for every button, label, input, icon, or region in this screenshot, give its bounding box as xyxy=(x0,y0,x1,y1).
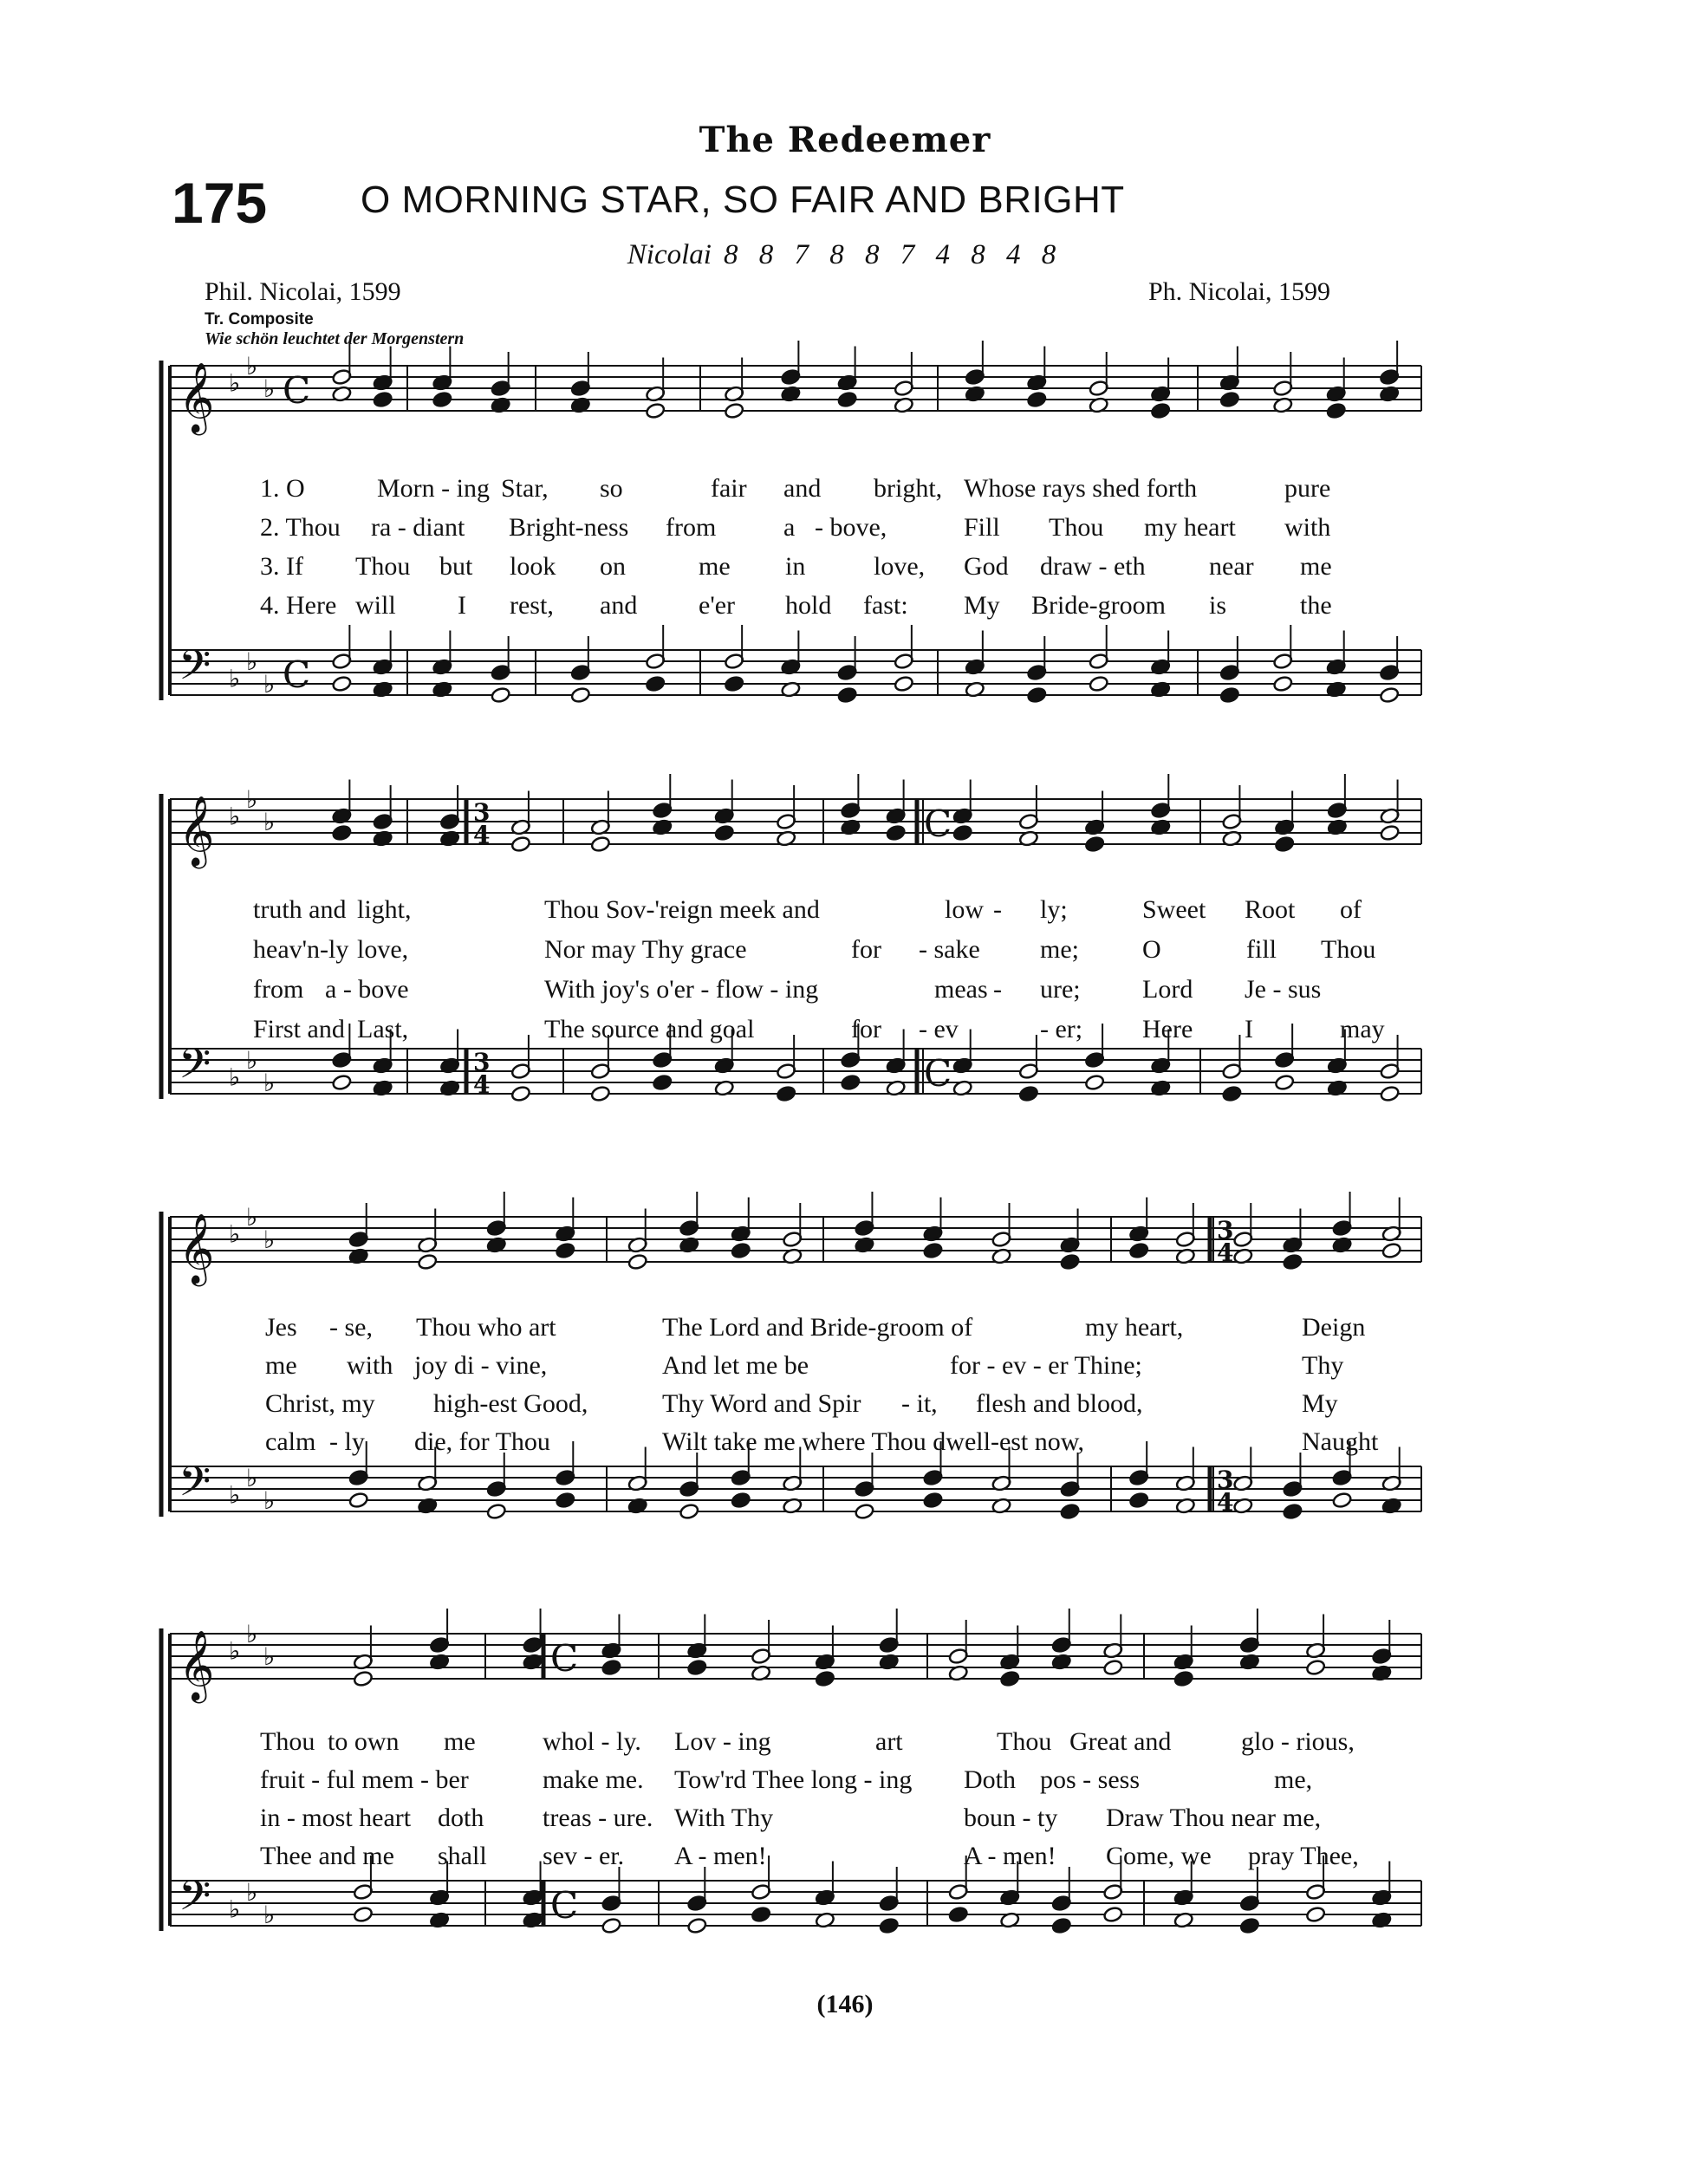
lyric-word: Jes xyxy=(265,1313,297,1342)
lyric-word: I xyxy=(1245,1015,1253,1043)
lyric-word: ra - diant xyxy=(371,513,465,542)
quarter-note-head xyxy=(432,391,453,408)
quarter-note-head xyxy=(555,1492,575,1509)
lyric-word: is xyxy=(1209,591,1227,620)
lyric-word: love, xyxy=(357,935,409,964)
bass-clef: 𝄢 xyxy=(179,1457,211,1516)
lyric-word: Sweet xyxy=(1142,895,1206,924)
treble-clef: 𝄞 xyxy=(179,361,215,432)
lyric-line xyxy=(0,1350,1690,1387)
half-note-head xyxy=(855,1503,875,1520)
flat-sign: ♭ xyxy=(263,808,276,836)
flat-sign: ♭ xyxy=(246,352,258,380)
quarter-note-head xyxy=(686,1659,707,1676)
lyric-word: First and xyxy=(253,1015,345,1043)
lyric-word: ure; xyxy=(1040,975,1081,1004)
quarter-note-head xyxy=(1060,1503,1081,1520)
lyric-word: 3. If xyxy=(260,552,303,581)
lyric-word: me xyxy=(1300,552,1332,581)
flat-sign: ♭ xyxy=(246,1464,258,1492)
quarter-note-head xyxy=(1222,1085,1243,1102)
quarter-note-head xyxy=(1060,1253,1081,1271)
lyric-word: Lov - ing xyxy=(674,1727,771,1756)
lyric-word: Bright-ness xyxy=(509,513,629,542)
quarter-note-head xyxy=(923,1242,944,1259)
lyric-word: from xyxy=(666,513,717,542)
treble-clef: 𝄞 xyxy=(179,1212,215,1284)
half-note-head xyxy=(353,1906,374,1923)
lyric-word: fair xyxy=(711,474,747,503)
common-time-signature: C xyxy=(924,1052,952,1095)
lyric-line xyxy=(0,512,1690,549)
quarter-note-head xyxy=(555,1242,575,1259)
quarter-note-head xyxy=(645,675,666,692)
quarter-note-head xyxy=(1283,1253,1303,1271)
author-credit: Phil. Nicolai, 1599 xyxy=(205,277,401,306)
half-note-head xyxy=(590,835,611,853)
half-note-head xyxy=(332,1074,353,1091)
quarter-note-head xyxy=(1239,1917,1260,1934)
lyric-word: O xyxy=(1142,935,1161,964)
lyric-word: - bove, xyxy=(815,513,887,542)
quarter-note-head xyxy=(1150,402,1171,419)
lyric-word: - xyxy=(993,895,1002,924)
lyric-word: love, xyxy=(874,552,926,581)
lyric-word: Thy Word and Spir xyxy=(662,1389,861,1418)
lyric-word: the xyxy=(1300,591,1332,620)
lyric-word: Great and xyxy=(1069,1727,1172,1756)
quarter-note-head xyxy=(948,1906,969,1923)
lyric-word: ly; xyxy=(1040,895,1068,924)
common-time-signature: C xyxy=(283,369,311,412)
bass-clef: 𝄢 xyxy=(179,1871,211,1930)
lyric-word: my heart, xyxy=(1085,1313,1184,1342)
quarter-note-head xyxy=(776,1085,796,1102)
lyric-line xyxy=(0,1765,1690,1801)
lyric-word: with xyxy=(1284,513,1331,542)
meter: 8 8 7 8 8 7 4 8 4 8 xyxy=(723,239,1063,270)
lyric-word: Christ, my xyxy=(265,1389,375,1418)
quarter-note-head xyxy=(332,824,353,842)
common-time-signature: C xyxy=(550,1637,579,1680)
bass-clef: 𝄢 xyxy=(179,640,211,699)
lyric-word: Nor may Thy grace xyxy=(544,935,747,964)
lyric-word: boun - ty xyxy=(964,1804,1058,1832)
lyric-word: Draw Thou near xyxy=(1106,1804,1277,1832)
quarter-note-head xyxy=(815,1670,835,1687)
half-note-head xyxy=(510,1085,531,1102)
half-note-head xyxy=(1305,1659,1326,1676)
translator-credit: Tr. Composite xyxy=(205,310,314,328)
quarter-note-head xyxy=(1128,1492,1149,1509)
original-title: Wie schön leuchtet der Morgenstern xyxy=(205,329,465,348)
lyric-word: me xyxy=(444,1727,476,1756)
time-signature-denominator: 4 xyxy=(473,1070,491,1099)
lyric-word: and xyxy=(783,474,822,503)
lyric-word: to own xyxy=(328,1727,400,1756)
lyric-word: glo - rious, xyxy=(1241,1727,1355,1756)
quarter-note-head xyxy=(373,391,393,408)
half-note-head xyxy=(1305,1906,1326,1923)
lyric-word: A - men! xyxy=(674,1842,767,1870)
lyric-line xyxy=(0,551,1690,588)
lyric-line xyxy=(0,974,1690,1011)
half-note-head xyxy=(348,1492,369,1509)
lyric-word: fast: xyxy=(863,591,908,620)
lyric-word: 1. O xyxy=(260,474,305,503)
lyric-word: a xyxy=(783,513,796,542)
lyric-word: light, xyxy=(357,895,412,924)
flat-sign: ♭ xyxy=(263,374,276,403)
lyric-word: - it, xyxy=(901,1389,938,1418)
lyric-word: - se, xyxy=(329,1313,373,1342)
common-time-signature: C xyxy=(924,803,952,845)
lyric-word: in - most heart xyxy=(260,1804,412,1832)
lyric-word: me xyxy=(699,552,731,581)
time-signature-numerator: 3 xyxy=(473,798,491,827)
half-note-head xyxy=(894,675,914,692)
lyric-word: The source and goal xyxy=(544,1015,755,1043)
lyric-word: make me. xyxy=(543,1765,644,1794)
composer-credit: Ph. Nicolai, 1599 xyxy=(1148,277,1330,306)
time-signature-denominator: 4 xyxy=(1217,1238,1234,1267)
lyric-word: With Thy xyxy=(674,1804,774,1832)
lyric-word: of xyxy=(1340,895,1362,924)
lyric-word: me, xyxy=(1274,1765,1313,1794)
lyric-word: Thou xyxy=(997,1727,1052,1756)
time-signature-denominator: 4 xyxy=(473,821,491,849)
lyric-line xyxy=(0,1726,1690,1763)
lyric-word: - er; xyxy=(1040,1015,1083,1043)
lyric-word: - sake xyxy=(919,935,980,964)
lyric-word: Thy xyxy=(1302,1351,1344,1380)
lyric-word: joy di - vine, xyxy=(414,1351,548,1380)
flat-sign: ♭ xyxy=(229,368,241,398)
flat-sign: ♭ xyxy=(229,1895,241,1924)
half-note-head xyxy=(353,1670,374,1687)
lyric-word: whol - ly. xyxy=(543,1727,641,1756)
lyric-word: I xyxy=(458,591,466,620)
lyric-word: My xyxy=(1302,1389,1338,1418)
half-note-head xyxy=(679,1503,699,1520)
quarter-note-head xyxy=(601,1659,622,1676)
lyric-word: fill xyxy=(1246,935,1277,964)
half-note-head xyxy=(1102,1906,1123,1923)
lyric-word: 2. Thou xyxy=(260,513,341,542)
half-note-head xyxy=(590,1085,611,1102)
half-note-head xyxy=(1084,1074,1105,1091)
half-note-head xyxy=(1102,1659,1123,1676)
lyric-word: Star, xyxy=(501,474,549,503)
flat-sign: ♭ xyxy=(263,670,276,699)
lyric-word: Fill xyxy=(964,513,1000,542)
lyric-word: The Lord and Bride-groom of xyxy=(662,1313,973,1342)
flat-sign: ♭ xyxy=(229,1219,241,1249)
flat-sign: ♭ xyxy=(246,1620,258,1648)
lyric-word: treas - ure. xyxy=(543,1804,653,1832)
lyric-word: truth and xyxy=(253,895,347,924)
lyric-word: high-est Good, xyxy=(433,1389,588,1418)
lyric-word: a - bove xyxy=(325,975,409,1004)
lyric-word: Thou xyxy=(1321,935,1376,964)
lyric-word: Last, xyxy=(357,1015,409,1043)
lyric-word: A - men! xyxy=(964,1842,1056,1870)
lyric-word: in xyxy=(785,552,806,581)
quarter-note-head xyxy=(1026,391,1047,408)
half-note-head xyxy=(645,402,666,419)
lyric-word: and xyxy=(600,591,638,620)
flat-sign: ♭ xyxy=(229,1480,241,1510)
flat-sign: ♭ xyxy=(263,1225,276,1254)
flat-sign: ♭ xyxy=(246,1203,258,1232)
time-signature-numerator: 3 xyxy=(473,1048,491,1076)
flat-sign: ♭ xyxy=(263,1486,276,1515)
lyric-line xyxy=(0,1014,1690,1050)
quarter-note-head xyxy=(923,1492,944,1509)
lyric-word: Come, we xyxy=(1106,1842,1212,1870)
lyric-word: Doth xyxy=(964,1765,1016,1794)
section-heading: The Redeemer xyxy=(699,120,991,160)
half-note-head xyxy=(724,402,744,419)
lyric-word: heav'n-ly xyxy=(253,935,349,964)
quarter-note-head xyxy=(952,824,973,842)
quarter-note-head xyxy=(1219,391,1240,408)
half-note-head xyxy=(1089,675,1109,692)
lyric-word: Tow'rd Thee long - ing xyxy=(674,1765,913,1794)
half-note-head xyxy=(1380,1085,1401,1102)
quarter-note-head xyxy=(731,1242,751,1259)
lyric-word: My xyxy=(964,591,1000,620)
lyric-word: calm xyxy=(265,1427,316,1456)
half-note-head xyxy=(627,1253,648,1271)
quarter-note-head xyxy=(731,1492,751,1509)
half-note-head xyxy=(486,1503,507,1520)
half-note-head xyxy=(417,1253,438,1271)
quarter-note-head xyxy=(1026,686,1047,704)
flat-sign: ♭ xyxy=(246,1878,258,1907)
lyric-word: me xyxy=(265,1351,297,1380)
lyric-word: - ly xyxy=(329,1427,365,1456)
lyric-line xyxy=(0,894,1690,931)
lyric-word: Thou who art xyxy=(416,1313,556,1342)
lyric-word: Thou xyxy=(355,552,411,581)
lyric-word: pray Thee, xyxy=(1248,1842,1359,1870)
lyric-word: for xyxy=(851,935,881,964)
lyric-word: with xyxy=(347,1351,393,1380)
half-note-head xyxy=(686,1917,707,1934)
quarter-note-head xyxy=(652,1074,673,1091)
common-time-signature: C xyxy=(283,653,311,696)
lyric-word: art xyxy=(875,1727,903,1756)
flat-sign: ♭ xyxy=(263,1069,276,1097)
time-signature-denominator: 4 xyxy=(1217,1488,1234,1517)
half-note-head xyxy=(1381,1242,1402,1259)
time-signature-numerator: 3 xyxy=(1217,1216,1234,1245)
half-note-head xyxy=(510,835,531,853)
lyric-word: Root xyxy=(1245,895,1296,924)
lyric-word: - ev xyxy=(919,1015,959,1043)
lyric-word: look xyxy=(510,552,556,581)
lyric-word: draw - eth xyxy=(1040,552,1146,581)
lyric-word: And let me be xyxy=(662,1351,809,1380)
quarter-note-head xyxy=(1274,835,1295,853)
lyric-word: for xyxy=(851,1015,881,1043)
lyric-word: Thee and me xyxy=(260,1842,394,1870)
lyric-word: me; xyxy=(1040,935,1079,964)
hymn-title: O MORNING STAR, SO FAIR AND BRIGHT xyxy=(361,179,1125,221)
lyric-word: Whose rays shed forth xyxy=(964,474,1198,503)
bass-clef: 𝄢 xyxy=(179,1039,211,1098)
quarter-note-head xyxy=(879,1917,900,1934)
quarter-note-head xyxy=(714,824,735,842)
lyric-word: God xyxy=(964,552,1009,581)
quarter-note-head xyxy=(999,1670,1020,1687)
page-number: (146) xyxy=(816,1990,874,2018)
quarter-note-head xyxy=(1326,402,1347,419)
lyric-word: Thou Sov-'reign meek and xyxy=(544,895,820,924)
treble-clef: 𝄞 xyxy=(179,1629,215,1700)
lyric-word: Lord xyxy=(1142,975,1193,1004)
quarter-note-head xyxy=(841,1074,861,1091)
lyric-word: from xyxy=(253,975,304,1004)
half-note-head xyxy=(1332,1492,1353,1509)
lyric-word: may xyxy=(1340,1015,1385,1043)
lyric-word: Naught xyxy=(1302,1427,1379,1456)
quarter-note-head xyxy=(1084,835,1105,853)
half-note-head xyxy=(1274,1074,1295,1091)
flat-sign: ♭ xyxy=(246,1046,258,1075)
quarter-note-head xyxy=(1051,1917,1072,1934)
quarter-note-head xyxy=(1283,1503,1303,1520)
lyric-word: - xyxy=(993,975,1002,1004)
flat-sign: ♭ xyxy=(229,802,241,831)
lyric-word: flesh and blood, xyxy=(976,1389,1143,1418)
lyric-line xyxy=(0,1427,1690,1463)
flat-sign: ♭ xyxy=(246,647,258,676)
quarter-note-head xyxy=(837,391,858,408)
lyric-word: die, for Thou xyxy=(414,1427,550,1456)
lyric-word: will xyxy=(355,591,396,620)
lyric-word: pure xyxy=(1284,474,1331,503)
quarter-note-head xyxy=(1128,1242,1149,1259)
quarter-note-head xyxy=(837,686,858,704)
lyric-word: rest, xyxy=(510,591,554,620)
lyric-line xyxy=(0,590,1690,627)
common-time-signature: C xyxy=(550,1884,579,1927)
lyric-word: Je - sus xyxy=(1245,975,1322,1004)
lyric-word: fruit - ful mem - ber xyxy=(260,1765,469,1794)
half-note-head xyxy=(491,686,511,704)
lyric-word: doth xyxy=(438,1804,484,1832)
quarter-note-head xyxy=(886,824,907,842)
lyric-word: pos - sess xyxy=(1040,1765,1141,1794)
flat-sign: ♭ xyxy=(263,1901,276,1929)
lyric-word: Thou xyxy=(260,1727,315,1756)
time-signature-numerator: 3 xyxy=(1217,1466,1234,1494)
lyric-line xyxy=(0,934,1690,971)
flat-sign: ♭ xyxy=(263,1642,276,1671)
lyric-word: Morn - ing xyxy=(377,474,490,503)
lyric-word: near xyxy=(1209,552,1254,581)
lyric-word: bright, xyxy=(874,474,943,503)
lyric-word: 4. Here xyxy=(260,591,337,620)
half-note-head xyxy=(1272,675,1293,692)
half-note-head xyxy=(601,1917,622,1934)
flat-sign: ♭ xyxy=(229,1636,241,1666)
lyric-word: me, xyxy=(1283,1804,1322,1832)
quarter-note-head xyxy=(1219,686,1240,704)
lyric-word: Thou xyxy=(1049,513,1104,542)
half-note-head xyxy=(332,675,353,692)
lyric-word: Deign xyxy=(1302,1313,1366,1342)
lyric-line xyxy=(0,1388,1690,1425)
tune-name: Nicolai xyxy=(627,239,712,270)
lyric-word: for - ev - er Thine; xyxy=(950,1351,1142,1380)
lyric-line xyxy=(0,1841,1690,1877)
quarter-note-head xyxy=(724,675,744,692)
lyric-line xyxy=(0,1803,1690,1839)
flat-sign: ♭ xyxy=(229,1063,241,1092)
lyric-word: e'er xyxy=(699,591,736,620)
lyric-word: Wilt take me where Thou dwell-est now, xyxy=(662,1427,1084,1456)
lyric-word: but xyxy=(439,552,473,581)
hymn-number: 175 xyxy=(172,171,268,235)
lyric-word: so xyxy=(600,474,623,503)
lyric-word: Here xyxy=(1142,1015,1193,1043)
lyric-word: sev - er. xyxy=(543,1842,625,1870)
quarter-note-head xyxy=(1173,1670,1194,1687)
lyric-word: shall xyxy=(438,1842,487,1870)
lyric-word: on xyxy=(600,552,626,581)
lyric-word: my heart xyxy=(1144,513,1236,542)
quarter-note-head xyxy=(1018,1085,1039,1102)
lyric-word: meas xyxy=(934,975,988,1004)
quarter-note-head xyxy=(751,1906,771,1923)
lyric-line xyxy=(0,1312,1690,1349)
flat-sign: ♭ xyxy=(246,785,258,814)
flat-sign: ♭ xyxy=(229,664,241,693)
treble-clef: 𝄞 xyxy=(179,795,215,866)
half-note-head xyxy=(1379,686,1400,704)
lyric-word: With joy's o'er - flow - ing xyxy=(544,975,819,1004)
lyric-word: Bride-groom xyxy=(1031,591,1166,620)
lyric-word: low xyxy=(945,895,984,924)
lyric-word: hold xyxy=(785,591,832,620)
half-note-head xyxy=(570,686,591,704)
half-note-head xyxy=(1380,824,1401,842)
lyric-line xyxy=(0,473,1690,510)
